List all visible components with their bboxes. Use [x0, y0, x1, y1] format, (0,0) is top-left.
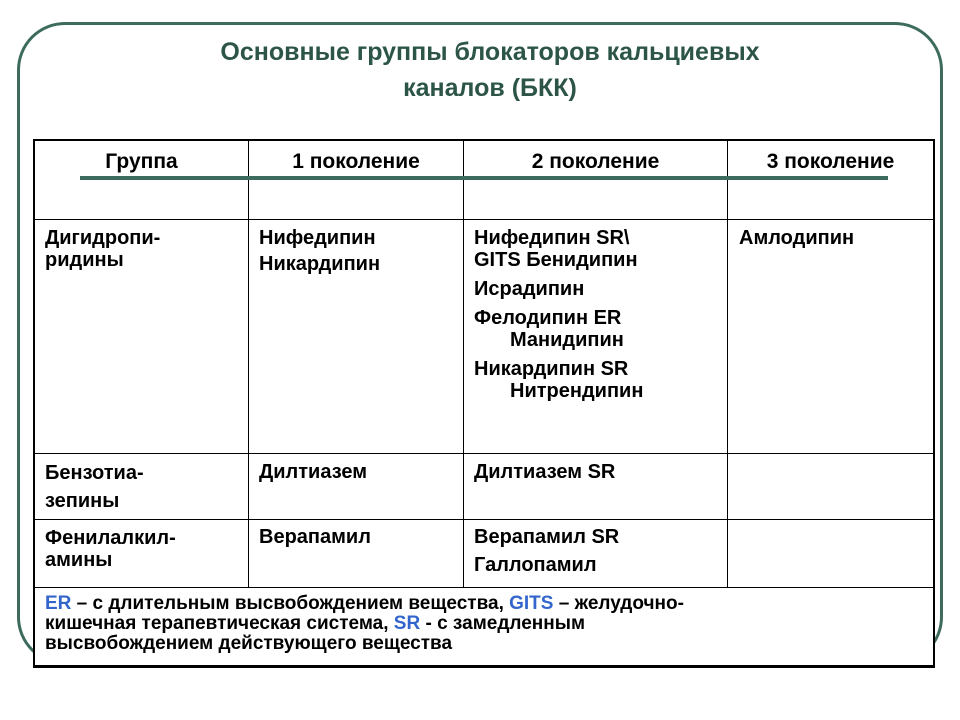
row-dihydropyridines-group: [45, 227, 245, 271]
row-divider: [33, 453, 935, 454]
row-divider: [33, 519, 935, 520]
drug-name: Манидипин: [510, 329, 624, 351]
footnote-text: – желудочно-: [553, 593, 684, 614]
group-line: Дигидропи-: [45, 227, 161, 249]
header-accent-line: [80, 176, 888, 180]
footnote-text: - с замедленным: [420, 613, 585, 634]
row-benzothiazepines-group: [45, 462, 245, 512]
column-divider: [463, 139, 464, 588]
footnote-line-3: высвобождением действующего вещества: [45, 633, 453, 654]
group-line: зепины: [45, 490, 120, 512]
title-line-2: каналов (БКК): [403, 74, 577, 102]
header-gen2: 2 поколение: [531, 150, 660, 173]
drug-name: Нифедипин: [259, 227, 376, 249]
group-line: Бензотиа-: [45, 462, 144, 484]
slide-title: [110, 34, 870, 106]
row-dihydropyridines-gen1: [259, 227, 459, 275]
drug-name: Никардипин SR: [474, 358, 629, 380]
title-line-1: Основные группы блокаторов кальциевых: [220, 38, 760, 66]
drug-name: Верапамил SR: [474, 526, 620, 548]
group-line: амины: [45, 549, 113, 571]
drug-name: Исрадипин: [474, 278, 585, 300]
footnote-line-2: [45, 614, 925, 634]
drug-name: Никардипин: [259, 253, 381, 275]
row-dihydropyridines-gen3: [739, 227, 929, 249]
drug-name: GITS Бенидипин: [474, 249, 638, 271]
drug-name: Нитрендипин: [510, 380, 644, 402]
group-line: ридины: [45, 249, 124, 271]
row-benzothiazepines-gen1: Дилтиазем: [259, 461, 368, 483]
row-dihydropyridines-gen2: [474, 227, 724, 402]
abbr-er: ER: [45, 593, 72, 614]
row-phenylalkylamines-gen1: Верапамил: [259, 526, 371, 548]
footnote-line-1: [45, 594, 925, 614]
drug-name: Амлодипин: [739, 227, 855, 249]
row-divider: [33, 219, 935, 220]
drug-name: Нифедипин SR\: [474, 227, 630, 249]
footnote: [45, 594, 925, 654]
footnote-text: кишечная терапевтическая система,: [45, 613, 394, 634]
row-divider: [33, 587, 935, 588]
row-benzothiazepines-gen2: Дилтиазем SR: [474, 461, 616, 483]
drug-name: Галлопамил: [474, 554, 597, 576]
column-divider: [248, 139, 249, 588]
row-phenylalkylamines-group: [45, 527, 245, 571]
footnote-text: – с длительным высвобождением вещества,: [71, 593, 510, 614]
column-divider: [727, 139, 728, 588]
group-line: Фенилалкил-: [45, 527, 176, 549]
header-gen3: 3 поколение: [766, 150, 895, 173]
drug-name: Фелодипин ER: [474, 307, 622, 329]
row-phenylalkylamines-gen2: [474, 526, 724, 576]
header-group: Группа: [105, 150, 178, 173]
abbr-sr: SR: [393, 613, 421, 634]
header-gen1: 1 поколение: [292, 150, 420, 173]
abbr-gits: GITS: [509, 593, 554, 614]
